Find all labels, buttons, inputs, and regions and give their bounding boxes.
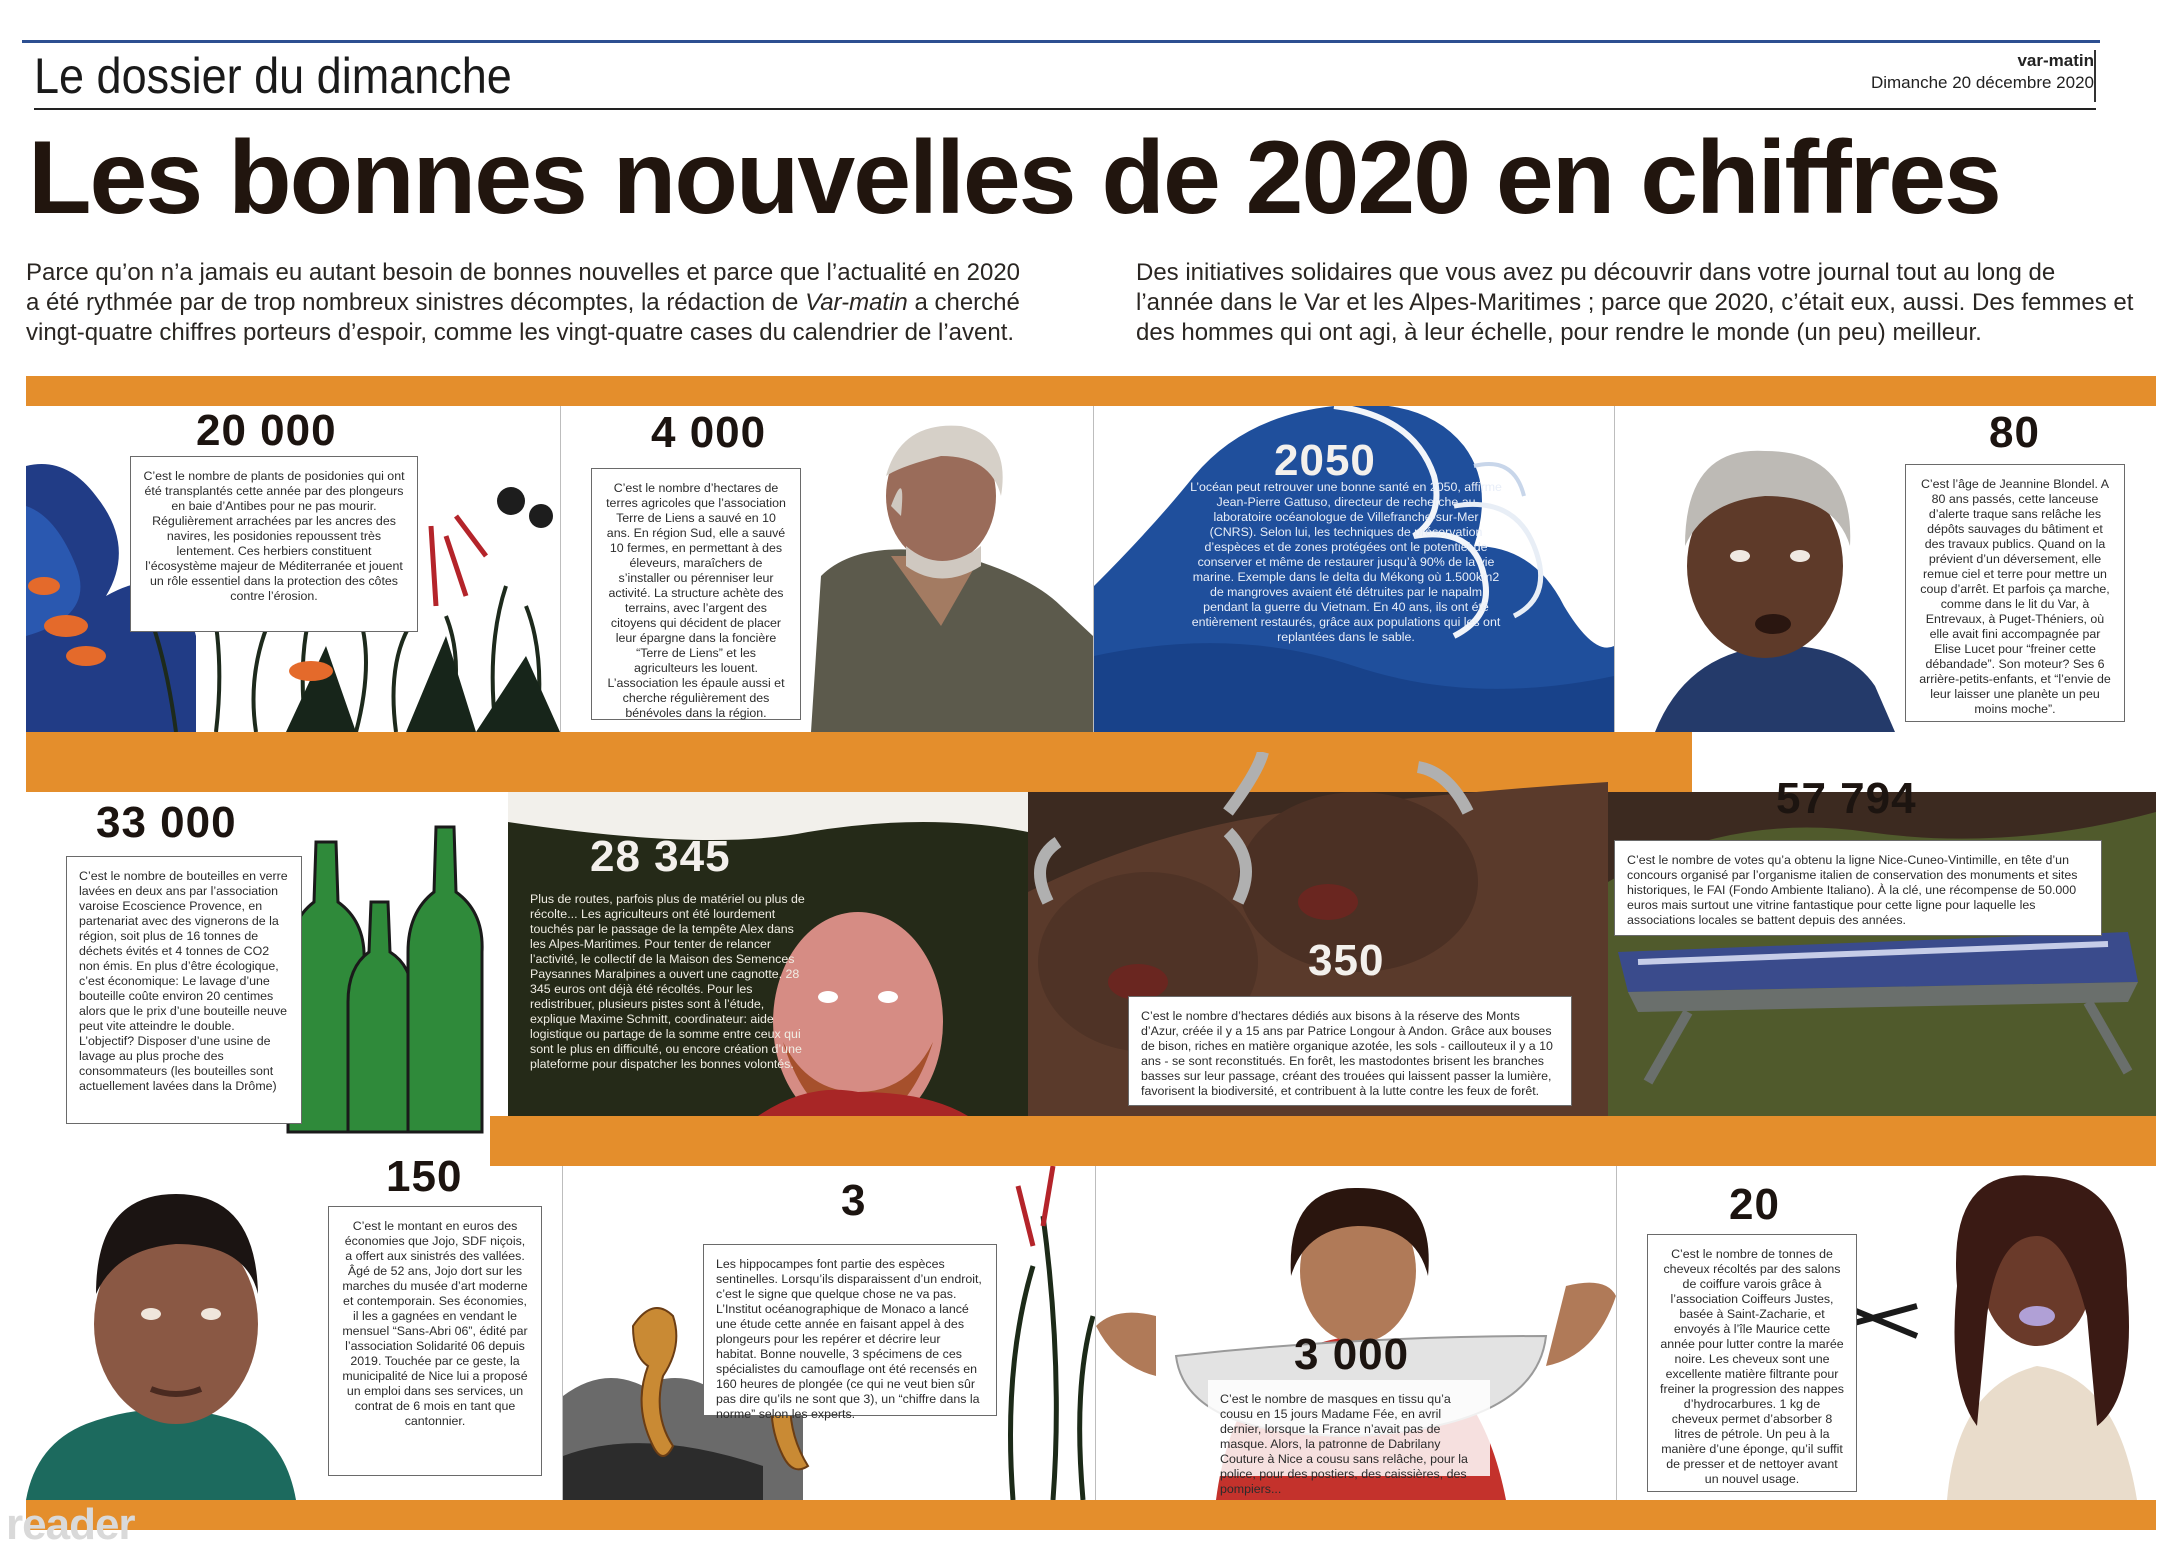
band-top	[26, 376, 2156, 406]
stat-caption: C’est le montant en euros des économies que Jojo, SDF niçois, a offert aux sinistrés des vallées. Âgé de 52 ans, Jojo dort sur les marches du musée d’art moderne et contemporain. Ses économies, il les a gagnées en vendant le mensuel “Sans-Abri 06”, édité par l’association Solidarité 06 depuis 2019. Touchée par ce geste, la municipalité de Nice lui a proposé un emploi dans ses services, un contrat de 6 mois en tant que cantonnier.	[328, 1206, 542, 1476]
stat-number: 3 000	[1294, 1330, 1410, 1379]
issue-date: Dimanche 20 décembre 2020	[1870, 73, 2094, 92]
stat-number: 3	[841, 1176, 867, 1225]
brand-name: var-matin	[2017, 51, 2094, 70]
stat-number: 4 000	[651, 408, 767, 457]
panel-bouteilles	[26, 792, 506, 1144]
top-rule	[22, 40, 2100, 43]
stat-caption: C’est le nombre de masques en tissu qu’a cousu en 15 jours Madame Fée, en avril dernier, lorsque la France n’avait pas de masque. Alors, la patronne de Dabrilany Couture à Nice a cousu sans relâche, pour la police, pour des postiers, des caissières, des pompiers...	[1208, 1380, 1490, 1476]
stat-number: 33 000	[96, 798, 237, 847]
stat-caption: C’est le nombre de bouteilles en verre lavées en deux ans par l’association varoise Ecoscience Provence, en partenariat avec des vignerons de la région, soit plus de 16 tonnes de déchets évités et 4 tonnes de CO2 non émis. En plus d’être écologique, c’est économique: Le lavage d’une bouteille coûte environ 20 centimes alors que le prix d’une bouteille neuve peut vite atteindre le double. L’objectif? Disposer d’une usine de lavage au plus proche des consommateurs (les bouteilles sont actuellement lavées dans la Drôme)	[66, 856, 302, 1124]
stat-number: 80	[1989, 408, 2040, 457]
stat-caption: Les hippocampes font partie des espèces sentinelles. Lorsqu’ils disparaissent d’un endroit, c’est le signe que quelque chose ne va pas. L’Institut océanographique de Monaco a lancé une étude cette année en faisant appel à des plongeurs pour les repérer et décrire leur habitat. Bonne nouvelle, 3 spécimens de ces spécialistes du camouflage ont été recensés en 160 heures de plongée (ce qui ne veut bien sûr pas dire qu’ils ne sont que 3), un “chiffre dans la norme” selon les experts.	[703, 1244, 997, 1416]
intro-left: Parce qu’on n’a jamais eu autant besoin de bonnes nouvelles et parce que l’actualité en 2020 a été rythmée par de trop nombreux sinistres décomptes, la rédaction de Var-matin a cherché vingt-quatre chiffres porteurs d’espoir, comme les vingt-quatre cases du calendrier de l’avent.	[26, 259, 1021, 346]
panel-jeannine	[1615, 406, 2156, 732]
stat-number: 28 345	[590, 832, 731, 881]
stat-number: 20	[1729, 1180, 1780, 1229]
reader-watermark: reader	[6, 1500, 135, 1549]
panel-bisons	[1028, 752, 1608, 1116]
stat-number: 150	[386, 1152, 463, 1201]
panel-ocean	[1094, 406, 1614, 732]
masthead	[1871, 50, 2094, 94]
panel-hippocampes	[563, 1166, 1095, 1500]
intro-right: Des initiatives solidaires que vous avez pu découvrir dans votre journal tout au long de l’année dans le Var et les Alpes-Maritimes ; parce que 2020, c’était eux, aussi. Des femmes et des hommes qui ont agi, à leur échelle, pour rendre le monde (un peu) meilleur.	[1136, 259, 2134, 346]
stat-caption: Plus de routes, parfois plus de matériel ou plus de récolte... Les agriculteurs ont été lourdement touchés par le passage de la tempête Alex dans les Alpes-Maritimes. Pour tenter de relancer l’activité, le collectif de la Maison des Semences Paysannes Maralpines a ouvert une cagnotte. 28 345 euros ont déjà été récoltés. Pour les redistribuer, plusieurs pistes sont à l’étude, explique Maxime Schmitt, coordinateur: aide logistique ou partage de la somme entre ceux qui sont le plus en difficulté, ou encore création d’une plateforme pour dispatcher les bonnes volontés.	[530, 892, 805, 1071]
panel-terre-de-liens	[561, 406, 1093, 732]
panel-masques	[1096, 1166, 1616, 1500]
section-rubric: Le dossier du dimanche	[34, 48, 512, 104]
stat-caption: L’océan peut retrouver une bonne santé en 2050, affirme Jean-Pierre Gattuso, directeur de recherche au laboratoire océanologue de Villefranche-sur-Mer (CNRS). Selon lui, les techniques de préservation d’espèces et de zones protégées ont le potentiel de conserver et même de restaurer jusqu’à 90% de la vie marine. Exemple dans le delta du Mékong où 1.500km2 de mangroves avaient été détruites par le napalm pendant la guerre du Vietnam. En 40 ans, ils ont été entièrement restaurés, grâce aux populations qui les ont replantées dans le sable.	[1190, 480, 1502, 644]
panel-semences	[508, 792, 1028, 1116]
band-row2-right	[490, 1116, 2156, 1166]
panel-jojo	[26, 1144, 562, 1500]
stat-caption: C’est l’âge de Jeannine Blondel. A 80 ans passés, cette lanceuse d’alerte traque sans relâche les dépôts sauvages du bâtiment et des travaux publics. Quand on la prévient d’un déversement, elle remue ciel et terre pour mettre un coup d’arrêt. Et parfois ça marche, comme dans le lit du Var, à Entrevaux, à Puget-Théniers, où elle avait fini accompagnée par Elise Lucet pour “freiner cette débandade”. Son moteur? Ses 6 arrière-petits-enfants, et “l’envie de leur laisser une planète un peu moins moche”.	[1905, 464, 2125, 722]
stat-number: 57 794	[1776, 774, 1917, 823]
panel-posidonies	[26, 406, 560, 732]
band-bottom	[26, 1500, 2156, 1530]
stat-caption: C’est le nombre de votes qu’a obtenu la ligne Nice-Cuneo-Vintimille, en tête d’un concours organisé par l’organisme italien de conservation des monuments et sites historiques, le FAI (Fondo Ambiente Italiano). À la clé, une récompense de 50.000 euros mais surtout une vitrine fantastique pour cette ligne pour laquelle les associations locales se battent depuis des années.	[1614, 840, 2102, 936]
stat-number: 2050	[1274, 436, 1376, 485]
rubric-rule	[34, 108, 2096, 110]
stat-caption: C’est le nombre d’hectares dédiés aux bisons à la réserve des Monts d’Azur, créée il y a 15 ans par Patrice Longour à Andon. Grâce aux bouses de bison, riches en matière organique azotée, les sols - caillouteux il y a 10 ans - se sont reconstitués. En forêt, les mastodontes brisent les branches basses sur leur passage, créant des trouées qui laissent passer la lumière, favorisent la biodiversité, et contribuent à la lutte contre les feux de forêt.	[1128, 996, 1572, 1106]
stat-number: 350	[1308, 936, 1385, 985]
panel-train	[1608, 752, 2156, 1116]
panel-cheveux	[1617, 1166, 2156, 1500]
stat-number: 20 000	[196, 406, 337, 455]
stat-caption: C’est le nombre de tonnes de cheveux récoltés par des salons de coiffure varois grâce à l’association Coiffeurs Justes, basée à Saint-Zacharie, et envoyés à l’île Maurice cette année pour lutter contre la marée noire. Les cheveux sont une excellente matière filtrante pour freiner la progression des nappes d’hydrocarbures. 1 kg de cheveux permet d’absorber 8 litres de pétrole. Un peu à la manière d’une éponge, qu’il suffit de presser et de nettoyer avant un nouvel usage.	[1647, 1234, 1857, 1492]
masthead-bar	[2094, 50, 2096, 102]
stat-caption: C’est le nombre d’hectares de terres agricoles que l’association Terre de Liens a sauvé en 10 ans. En région Sud, elle a sauvé 10 fermes, en permettant à des éleveurs, maraîchers de s’installer ou pérenniser leur activité. La structure achète des terrains, avec l’argent des citoyens qui décident de placer leur épargne dans la foncière “Terre de Liens” et les agriculteurs les louent. L’association les épaule aussi et cherche régulièrement des bénévoles dans la région.	[591, 468, 801, 720]
page-headline: Les bonnes nouvelles de 2020 en chiffres	[28, 120, 2000, 236]
stat-caption: C’est le nombre de plants de posidonies qui ont été transplantés cette année par des plongeurs en baie d’Antibes pour ne pas mourir. Régulièrement arrachées par les ancres des navires, les posidonies repoussent très lentement. Ces herbiers constituent l’écosystème majeur de Méditerranée et jouent un rôle essentiel dans la protection des côtes contre l’érosion.	[130, 456, 418, 632]
